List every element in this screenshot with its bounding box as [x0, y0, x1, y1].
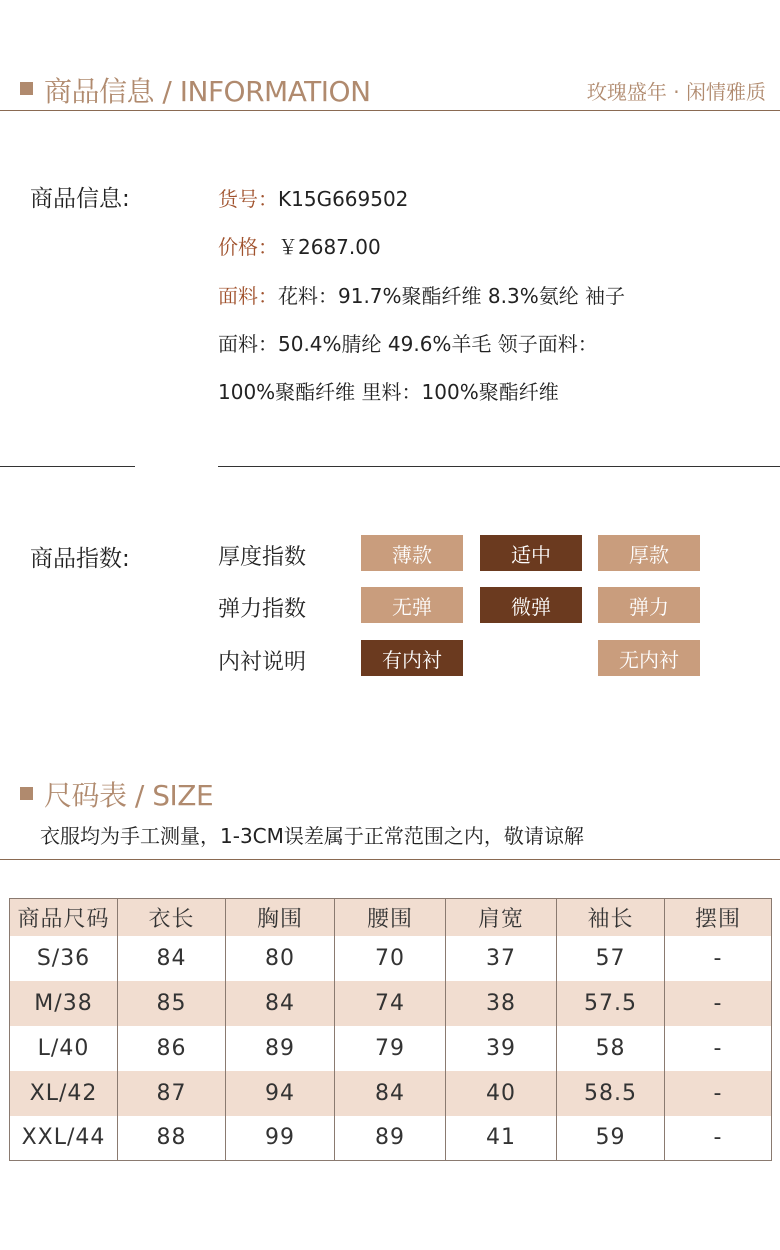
table-row: [10, 1071, 772, 1116]
table-row: [10, 1026, 772, 1071]
elasticity-option-stretch: 弹力: [598, 587, 700, 623]
table-row: [10, 1116, 772, 1161]
hem-cell: -: [665, 1071, 772, 1116]
elasticity-option-slight: 微弹: [480, 587, 582, 623]
size-table: [9, 898, 772, 1161]
square-bullet-icon: [20, 787, 33, 800]
thickness-option-medium: 适中: [480, 535, 582, 571]
hem-cell: -: [665, 981, 772, 1026]
waist-cell: 70: [335, 936, 446, 981]
size-section-title: 尺码表 / SIZE: [44, 779, 214, 812]
shoulder-cell: 37: [446, 936, 557, 981]
fabric-line-1: [218, 280, 625, 309]
table-row: [10, 936, 772, 981]
header-waist: 腰围: [335, 899, 446, 936]
fabric-key: 面料：: [218, 284, 278, 308]
header-bust: 胸围: [226, 899, 335, 936]
size-table-header-row: [10, 899, 772, 936]
shoulder-cell: 41: [446, 1116, 557, 1161]
info-label: 商品信息:: [30, 186, 130, 212]
length-cell: 88: [118, 1116, 226, 1161]
waist-cell: 89: [335, 1116, 446, 1161]
header-length: 衣长: [118, 899, 226, 936]
header-hem: 摆围: [665, 899, 772, 936]
divider-right: [218, 466, 780, 467]
thickness-option-thick: 厚款: [598, 535, 700, 571]
fabric-line-2: 面料：50.4%腈纶 49.6%羊毛 领子面料：: [218, 332, 598, 356]
size-header-rule: [0, 859, 780, 860]
divider-left: [0, 466, 135, 467]
shoulder-cell: 39: [446, 1026, 557, 1071]
length-cell: 87: [118, 1071, 226, 1116]
sleeve-cell: 58.5: [557, 1071, 665, 1116]
size-cell: XXL/44: [10, 1116, 118, 1161]
sku-key: 货号：: [218, 187, 278, 211]
brand-slogan: 玫瑰盛年 · 闲情雅质: [586, 80, 766, 104]
size-cell: S/36: [10, 936, 118, 981]
size-cell: M/38: [10, 981, 118, 1026]
table-row: [10, 981, 772, 1026]
bust-cell: 99: [226, 1116, 335, 1161]
index-label: 商品指数:: [30, 546, 130, 572]
sleeve-cell: 57: [557, 936, 665, 981]
size-note: 衣服均为手工测量，1-3CM误差属于正常范围之内，敬请谅解: [40, 824, 584, 848]
bust-cell: 80: [226, 936, 335, 981]
bust-cell: 94: [226, 1071, 335, 1116]
lining-label: 内衬说明: [218, 650, 307, 675]
fabric-text-1: 花料：91.7%聚酯纤维 8.3%氨纶 袖子: [278, 284, 626, 308]
bust-cell: 89: [226, 1026, 335, 1071]
bust-cell: 84: [226, 981, 335, 1026]
waist-cell: 84: [335, 1071, 446, 1116]
sleeve-cell: 57.5: [557, 981, 665, 1026]
lining-option-with: 有内衬: [361, 640, 463, 676]
sleeve-cell: 58: [557, 1026, 665, 1071]
info-section-title: 商品信息 / INFORMATION: [44, 75, 371, 108]
header-size: 商品尺码: [10, 899, 118, 936]
size-cell: L/40: [10, 1026, 118, 1071]
length-cell: 86: [118, 1026, 226, 1071]
square-bullet-icon: [20, 82, 33, 95]
length-cell: 84: [118, 936, 226, 981]
header-sleeve: 袖长: [557, 899, 665, 936]
elasticity-index-label: 弹力指数: [218, 597, 307, 622]
sku-value: K15G669502: [278, 187, 409, 211]
hem-cell: -: [665, 936, 772, 981]
size-cell: XL/42: [10, 1071, 118, 1116]
elasticity-option-none: 无弹: [361, 587, 463, 623]
thickness-index-label: 厚度指数: [218, 545, 307, 570]
length-cell: 85: [118, 981, 226, 1026]
waist-cell: 79: [335, 1026, 446, 1071]
sleeve-cell: 59: [557, 1116, 665, 1161]
price-key: 价格：: [218, 235, 278, 259]
thickness-option-thin: 薄款: [361, 535, 463, 571]
header-shoulder: 肩宽: [446, 899, 557, 936]
price-line: [218, 231, 381, 260]
sku-line: [218, 183, 408, 212]
price-value: ￥2687.00: [278, 235, 381, 259]
lining-option-without: 无内衬: [598, 640, 700, 676]
shoulder-cell: 40: [446, 1071, 557, 1116]
hem-cell: -: [665, 1116, 772, 1161]
waist-cell: 74: [335, 981, 446, 1026]
fabric-line-3: 100%聚酯纤维 里料：100%聚酯纤维: [218, 380, 559, 404]
info-header-rule: [0, 110, 780, 111]
hem-cell: -: [665, 1026, 772, 1071]
shoulder-cell: 38: [446, 981, 557, 1026]
